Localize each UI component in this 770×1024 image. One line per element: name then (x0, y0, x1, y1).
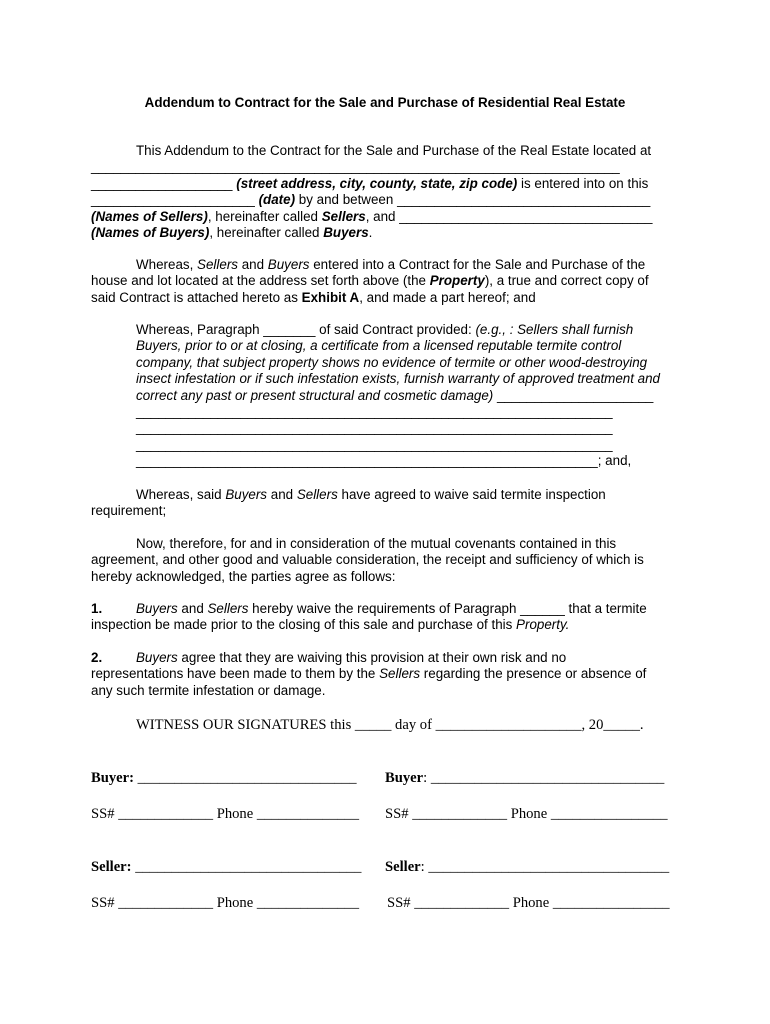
seller-ss-phone-right (387, 894, 670, 912)
ss-blank[interactable]: _____________ (118, 895, 214, 911)
whereas1-text-3: ), a true and correct copy of (484, 273, 649, 289)
date-hint: (date) (258, 192, 296, 208)
and-word: and (241, 257, 265, 272)
whereas2-line-5 (136, 388, 681, 404)
buyer-signature-blank[interactable]: ______________________________ (137, 770, 357, 786)
property-term: Property. (516, 617, 570, 633)
item2-line-2 (91, 666, 679, 682)
example-text-5: correct any past or present structural and cosmetic damage) (136, 387, 494, 403)
intro-paragraph (91, 143, 679, 241)
example-text: (e.g., : Sellers shall furnish (475, 322, 634, 337)
seller-signature-left (91, 858, 361, 876)
address-blank: ___________________ (91, 175, 233, 191)
buyer-ss-phone-right (385, 805, 668, 823)
ss-blank[interactable]: _____________ (118, 806, 214, 822)
item1-text: hereby waive the requirements of Paragraph ______ that a termite (252, 601, 647, 616)
and-word: and (270, 487, 294, 502)
whereas2-line-2 (136, 338, 681, 354)
item2-text: agree that they are waiving this provision at their own risk and no (181, 650, 567, 665)
sellers-term: Sellers (321, 208, 366, 224)
item2-text-2: representations have been made to them by the (91, 666, 376, 682)
phone-blank[interactable]: ________________ (552, 895, 670, 911)
example-text-3: company, that subject property shows no evidence of termite or other wood-destroying (136, 354, 648, 370)
buyers-hint: (Names of Buyers) (91, 225, 210, 241)
example-text-4: insect infestation or if such infestation exists, furnish warranty of approved treatment and (136, 371, 660, 387)
whereas1-line-2 (91, 273, 679, 289)
item1-line-2 (91, 617, 679, 633)
example-blank: _____________________ (496, 387, 654, 403)
by-between-text: by and between (298, 192, 394, 208)
seller-label: Seller (385, 859, 421, 875)
whereas2-blank-1: ________________________________________________________________ (136, 404, 613, 420)
witness-line: WITNESS OUR SIGNATURES this _____ day of ____________________, 20_____. (136, 717, 644, 733)
item1-line-1 (91, 601, 679, 617)
whereas-paragraph-2 (136, 322, 681, 470)
phone-blank[interactable]: ______________ (256, 806, 359, 822)
whereas3-text: Whereas, said (136, 487, 222, 502)
whereas1-text-5: , and made a part hereof; and (359, 289, 536, 305)
buyers-term: Buyers (323, 225, 369, 241)
sellers-term: Sellers (197, 257, 238, 272)
whereas-paragraph-1 (91, 257, 679, 306)
whereas2-line-3 (136, 355, 681, 371)
whereas3-line-1 (91, 487, 679, 503)
whereas3-line-2: requirement; (91, 503, 167, 519)
buyer-signature-left (91, 769, 357, 787)
and-ending: ; and, (597, 453, 632, 469)
whereas1-text: entered into a Contract for the Sale and Purchase of the (313, 257, 646, 272)
intro-line-4 (91, 192, 679, 208)
item2-line-1 (91, 650, 679, 666)
whereas1-text-4: said Contract is attached hereto as (91, 289, 298, 305)
example-text-2: Buyers, prior to or at closing, a certificate from a licensed reputable termite control (136, 338, 622, 354)
hereinafter-text: , hereinafter called (207, 208, 319, 224)
seller-signature-blank[interactable]: _______________________________ (135, 859, 362, 875)
item-number: 2. (91, 650, 103, 665)
and-text: , and (365, 208, 396, 224)
item-number: 1. (91, 601, 103, 616)
seller-signature-right (385, 858, 669, 876)
colon: : (420, 859, 425, 875)
buyers-term: Buyers (225, 487, 268, 502)
ss-label: SS# (91, 895, 115, 911)
phone-label: Phone (216, 895, 254, 911)
item-1 (91, 601, 679, 634)
item-2 (91, 650, 679, 699)
whereas2-blank-4 (136, 453, 681, 469)
property-term: Property (429, 273, 485, 289)
intro-line-6 (91, 225, 679, 241)
whereas2-line-4 (136, 371, 681, 387)
item2-line-3: any such termite infestation or damage. (91, 682, 326, 698)
phone-label: Phone (512, 895, 550, 911)
whereas1-line-1 (91, 257, 679, 273)
buyer-label: Buyer (385, 770, 424, 786)
buyer-ss-phone-left (91, 805, 359, 823)
buyers-term: Buyers (136, 650, 178, 665)
buyers-blank: __________________________________ (399, 208, 653, 224)
whereas-word: Whereas, (136, 257, 194, 272)
ss-blank[interactable]: _____________ (414, 895, 510, 911)
seller-label: Seller: (91, 859, 132, 875)
buyers-term: Buyers (267, 257, 310, 272)
colon: : (423, 770, 428, 786)
buyers-term: Buyers (136, 601, 178, 616)
phone-blank[interactable]: ________________ (550, 806, 668, 822)
whereas-paragraph-3 (91, 487, 679, 520)
and-word: and (181, 601, 204, 616)
buyer-signature-blank[interactable]: ________________________________ (430, 770, 665, 786)
intro-line-3 (91, 176, 679, 192)
ss-blank[interactable]: _____________ (412, 806, 508, 822)
now-therefore-line-3: hereby acknowledged, the parties agree as follows: (91, 568, 396, 584)
document-title: Addendum to Contract for the Sale and Purchase of Residential Real Estate (144, 95, 626, 110)
sellers-blank: __________________________________ (397, 192, 651, 208)
intro-line-5 (91, 209, 679, 225)
exhibit-term: Exhibit A (301, 289, 360, 305)
date-blank: ______________________ (91, 192, 255, 208)
whereas1-line-3 (91, 290, 679, 306)
phone-label: Phone (510, 806, 548, 822)
entered-text: is entered into on this (521, 175, 649, 191)
sellers-term: Sellers (296, 487, 338, 502)
ss-label: SS# (91, 806, 115, 822)
ss-label: SS# (385, 806, 409, 822)
seller-ss-phone-left (91, 894, 359, 912)
sellers-hint: (Names of Sellers) (91, 208, 208, 224)
whereas2-blank-2: ________________________________________________________________ (136, 420, 613, 436)
intro-line-1: This Addendum to the Contract for the Sale and Purchase of the Real Estate located at (136, 143, 652, 158)
address-hint: (street address, city, county, state, zip code) (236, 175, 518, 191)
buyer-signature-right (385, 769, 664, 787)
whereas2-text: Whereas, Paragraph _______ of said Contract provided: (136, 322, 472, 337)
now-therefore-paragraph (91, 536, 679, 585)
now-therefore-line-1: Now, therefore, for and in consideration of the mutual covenants contained in this (136, 536, 617, 551)
whereas2-blank-3: ________________________________________________________________ (136, 436, 613, 452)
hereinafter-text-2: , hereinafter called (209, 225, 320, 241)
item2-text-3: regarding the presence or absence of (423, 666, 647, 682)
buyer-label: Buyer: (91, 770, 134, 786)
sellers-term: Sellers (379, 666, 421, 682)
whereas1-text-2: house and lot located at the address set forth above (the (91, 273, 426, 289)
final-blank: ______________________________________________________________ (136, 453, 598, 469)
now-therefore-line-2: agreement, and other good and valuable consideration, the receipt and sufficiency of which is (91, 552, 644, 568)
seller-signature-blank[interactable]: _________________________________ (428, 859, 670, 875)
phone-label: Phone (216, 806, 254, 822)
period: . (368, 225, 373, 241)
item1-text-2: inspection be made prior to the closing of this sale and purchase of this (91, 617, 513, 633)
intro-blank-1: _______________________________________________________________________ (91, 159, 620, 175)
whereas3-text-2: have agreed to waive said termite inspection (341, 487, 606, 502)
phone-blank[interactable]: ______________ (256, 895, 359, 911)
whereas2-line-1 (136, 322, 681, 338)
ss-label: SS# (387, 895, 411, 911)
sellers-term: Sellers (207, 601, 249, 616)
